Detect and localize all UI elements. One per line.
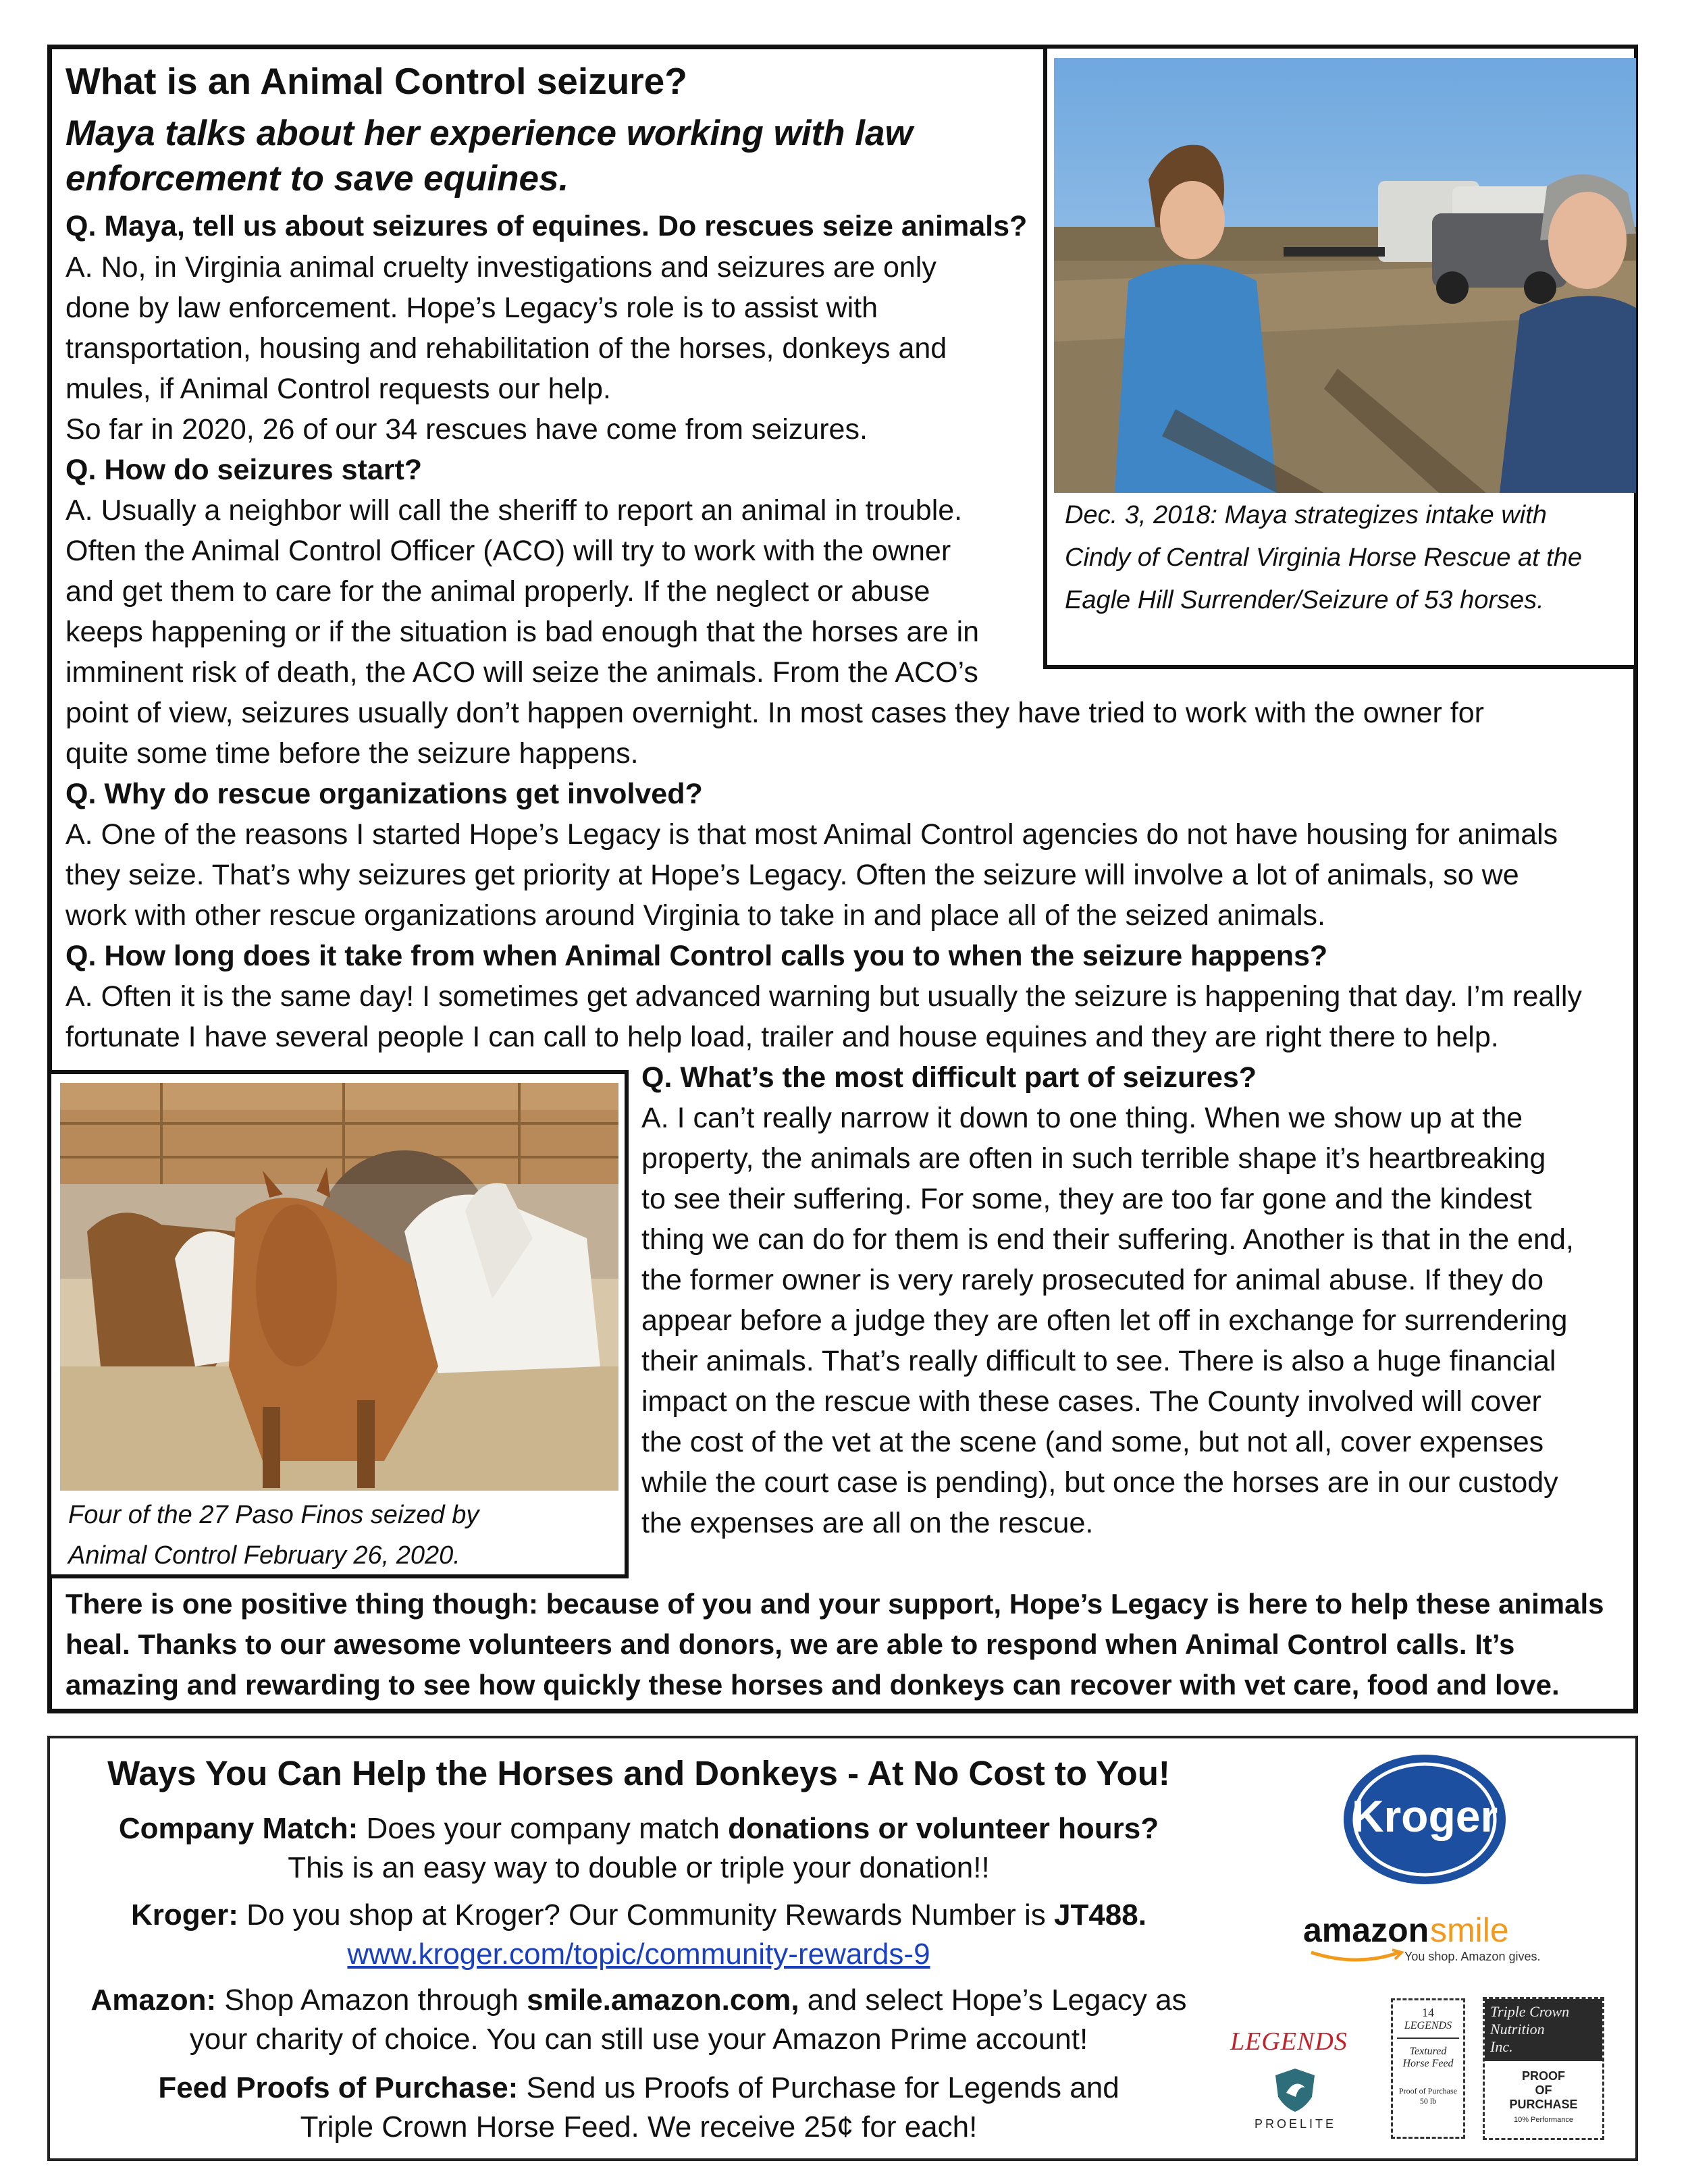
body-line: the expenses are all on the rescue. xyxy=(641,1507,1094,1539)
amazon-smile-word: smile xyxy=(1430,1911,1509,1949)
legends-tag-line: Textured xyxy=(1409,2046,1447,2057)
company-match-bold: donations or volunteer hours? xyxy=(728,1812,1159,1845)
body-line: point of view, seizures usually don’t happen overnight. In most cases they have tried to work with the owner for xyxy=(65,697,1484,729)
body-line: they seize. That’s why seizures get priority at Hope’s Legacy. Often the seizure will involve a lot of animals, so we xyxy=(65,859,1519,891)
legends-tag-line: 50 lb xyxy=(1419,2096,1437,2106)
company-match-label: Company Match: xyxy=(118,1812,359,1845)
amazon-line2: your charity of choice. You can still use your Amazon Prime account! xyxy=(189,2023,1088,2056)
photo-intake-box xyxy=(1043,45,1638,669)
amazon-text2: and select Hope’s Legacy as xyxy=(799,1983,1187,2017)
company-match-line2: This is an easy way to double or triple your donation!! xyxy=(288,1851,990,1884)
body-line: and get them to care for the animal properly. If the neglect or abuse xyxy=(65,575,930,608)
body-line: their animals. That’s really difficult to see. There is also a huge financial xyxy=(641,1345,1556,1377)
kroger-text: Do you shop at Kroger? Our Community Rewards Number is xyxy=(238,1898,1054,1932)
amazon-bold: smile.amazon.com, xyxy=(527,1983,799,2017)
question-line: Q. Maya, tell us about seizures of equines. Do rescues seize animals? xyxy=(65,210,1028,242)
body-line: A. Usually a neighbor will call the sheriff to report an animal in trouble. xyxy=(65,494,963,527)
body-line: A. Often it is the same day! I sometimes get advanced warning but usually the seizure is happening that day. I’m really xyxy=(65,980,1582,1013)
feed-line xyxy=(50,2069,1228,2108)
body-line: fortunate I have several people I can call to help load, trailer and house equines and they are right there to help. xyxy=(65,1021,1499,1053)
body-line: quite some time before the seizure happens. xyxy=(65,737,639,770)
closing-line: heal. Thanks to our awesome volunteers and donors, we are able to respond when Animal Control calls. It’s xyxy=(65,1628,1515,1660)
company-match-text: Does your company match xyxy=(358,1812,729,1845)
amazon-tagline: You shop. Amazon gives. xyxy=(1404,1950,1541,1963)
body-line: transportation, housing and rehabilitation of the horses, donkeys and xyxy=(65,332,947,365)
article-subtitle: Maya talks about her experience working with law xyxy=(65,113,913,153)
body-line: keeps happening or if the situation is bad enough that the horses are in xyxy=(65,616,980,648)
kroger-logo-text: Kroger xyxy=(1351,1791,1498,1841)
photo-horses-box xyxy=(47,1070,629,1578)
kroger-number: JT488. xyxy=(1053,1898,1146,1932)
feed-text: Send us Proofs of Purchase for Legends and xyxy=(518,2071,1119,2104)
amazon-smile-logo xyxy=(1303,1911,1546,1971)
legends-tag-line: Horse Feed xyxy=(1402,2058,1454,2069)
amazon-arrow-icon xyxy=(1310,1948,1404,1966)
amazon-line xyxy=(50,1981,1228,2020)
body-line: appear before a judge they are often let off in exchange for surrendering xyxy=(641,1304,1568,1337)
kroger-label: Kroger: xyxy=(131,1898,238,1932)
legends-proof-tag xyxy=(1391,1998,1465,2139)
legends-tag-brand: LEGENDS xyxy=(1404,2020,1452,2031)
photo-caption: Dec. 3, 2018: Maya strategizes intake with xyxy=(1065,501,1547,529)
body-line: the cost of the vet at the scene (and some, but not all, cover expenses xyxy=(641,1426,1544,1458)
body-line: mules, if Animal Control requests our help. xyxy=(65,373,611,405)
body-line: A. One of the reasons I started Hope’s Legacy is that most Animal Control agencies do not have housing for animals xyxy=(65,818,1558,851)
question-line: Q. How do seizures start? xyxy=(65,454,423,486)
question-line: Q. Why do rescue organizations get involved? xyxy=(65,778,703,810)
body-line: So far in 2020, 26 of our 34 rescues have come from seizures. xyxy=(65,413,868,446)
body-line: property, the animals are often in such terrible shape it’s heartbreaking xyxy=(641,1142,1546,1175)
photo-caption: Cindy of Central Virginia Horse Rescue at the xyxy=(1065,543,1583,572)
kroger-line xyxy=(50,1896,1228,1935)
photo-horses xyxy=(60,1083,618,1491)
tc-line: Inc. xyxy=(1490,2038,1513,2055)
tc-perf: 10% Performance xyxy=(1513,2116,1574,2124)
proelite-logo-text: PROELITE xyxy=(1255,2117,1337,2131)
body-line: A. I can’t really narrow it down to one thing. When we show up at the xyxy=(641,1102,1523,1134)
kroger-logo xyxy=(1340,1752,1509,1887)
photo-caption: Animal Control February 26, 2020. xyxy=(68,1541,460,1570)
tc-proof: PURCHASE xyxy=(1509,2098,1578,2111)
photo-caption: Eagle Hill Surrender/Seizure of 53 horses. xyxy=(1065,586,1544,614)
tc-line: Nutrition xyxy=(1490,2021,1545,2037)
amazon-text: Shop Amazon through xyxy=(216,1983,527,2017)
photo-intake xyxy=(1054,58,1636,493)
amazon-word: amazon xyxy=(1303,1911,1429,1949)
legends-logo: LEGENDS xyxy=(1230,2027,1348,2056)
legends-tag-num: 14 xyxy=(1422,2006,1434,2019)
tc-proof: OF xyxy=(1535,2083,1552,2097)
photo-caption: Four of the 27 Paso Finos seized by xyxy=(68,1501,479,1529)
body-line: the former owner is very rarely prosecuted for animal abuse. If they do xyxy=(641,1264,1544,1296)
triple-crown-proof-tag xyxy=(1483,1997,1604,2140)
body-line: A. No, in Virginia animal cruelty investigations and seizures are only xyxy=(65,251,937,284)
help-heading: Ways You Can Help the Horses and Donkeys - At No Cost to You! xyxy=(107,1754,1170,1792)
amazon-label: Amazon: xyxy=(90,1983,217,2017)
body-line: while the court case is pending), but once the horses are in our custody xyxy=(641,1466,1558,1499)
body-line: to see their suffering. For some, they are too far gone and the kindest xyxy=(641,1183,1532,1215)
legends-tag-line: Proof of Purchase xyxy=(1399,2086,1457,2096)
feed-line2: Triple Crown Horse Feed. We receive 25¢ for each! xyxy=(300,2110,978,2143)
article-title: What is an Animal Control seizure? xyxy=(65,60,687,102)
feed-label: Feed Proofs of Purchase: xyxy=(158,2071,519,2104)
body-line: done by law enforcement. Hope’s Legacy’s role is to assist with xyxy=(65,292,878,324)
kroger-link[interactable]: www.kroger.com/topic/community-rewards-9 xyxy=(347,1938,930,1971)
tc-proof: PROOF xyxy=(1521,2069,1565,2083)
question-line: Q. How long does it take from when Animal Control calls you to when the seizure happens? xyxy=(65,940,1328,972)
body-line: thing we can do for them is end their suffering. Another is that in the end, xyxy=(641,1223,1574,1256)
closing-line: amazing and rewarding to see how quickly these horses and donkeys can recover with vet care, food and love. xyxy=(65,1669,1560,1701)
kroger-link-line xyxy=(50,1935,1228,1974)
company-match-line xyxy=(50,1809,1228,1848)
proelite-shield-icon xyxy=(1271,2066,1319,2113)
body-line: imminent risk of death, the ACO will seize the animals. From the ACO’s xyxy=(65,656,978,689)
body-line: work with other rescue organizations around Virginia to take in and place all of the seized animals. xyxy=(65,899,1325,932)
article-subtitle: enforcement to save equines. xyxy=(65,159,569,198)
tc-line: Triple Crown xyxy=(1490,2003,1570,2020)
closing-line: There is one positive thing though: because of you and your support, Hope’s Legacy is here to help these animals xyxy=(65,1588,1604,1620)
question-line: Q. What’s the most difficult part of seizures? xyxy=(641,1061,1257,1094)
body-line: impact on the rescue with these cases. The County involved will cover xyxy=(641,1385,1541,1418)
body-line: Often the Animal Control Officer (ACO) will try to work with the owner xyxy=(65,535,951,567)
